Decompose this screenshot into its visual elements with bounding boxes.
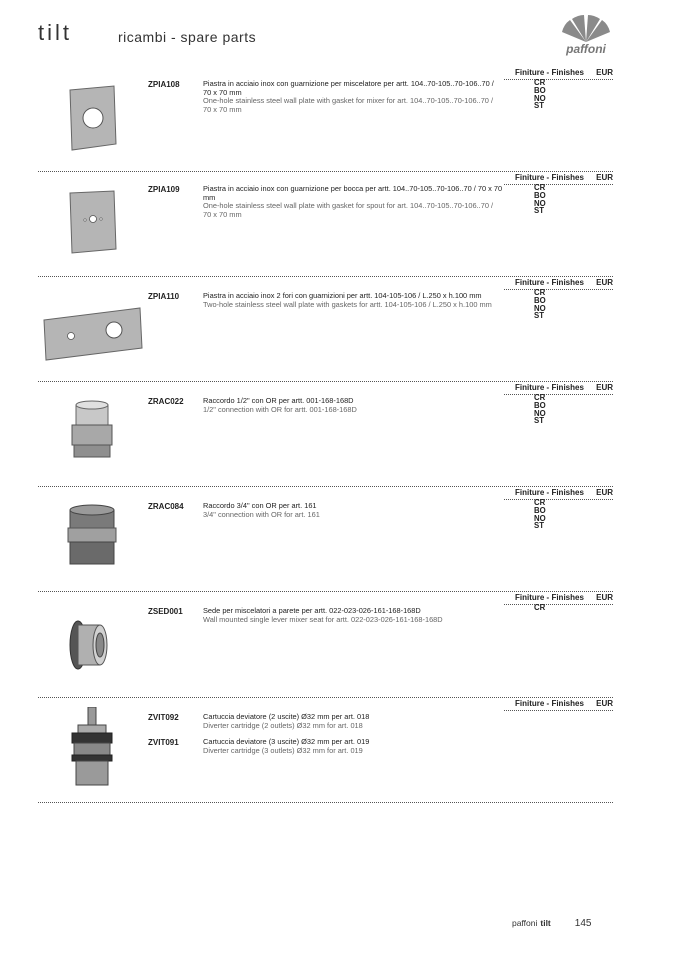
bottom-divider — [38, 802, 613, 803]
connection-three-quarter-image — [38, 496, 146, 582]
finish-code: ST — [534, 521, 544, 531]
finishes-header: Finiture - Finishes — [515, 699, 584, 708]
description-italian: Piastra in acciaio inox 2 fori con guarnizioni per artt. 104-105-106 / L.250 x h.100 mm — [203, 291, 482, 300]
finish-code: NO — [534, 198, 546, 208]
product-row-zpia110 — [38, 276, 613, 382]
product-row-zpia109 — [38, 171, 613, 277]
diverter-cartridge-image — [38, 707, 146, 793]
product-row-zrac022 — [38, 381, 613, 487]
product-code: ZRAC022 — [148, 397, 184, 406]
description-english: One-hole stainless steel wall plate with gasket for spout for art. 104..70-105..70-106..70 / 70 x 70 mm — [203, 201, 494, 219]
page-footer — [512, 918, 591, 929]
price-header: EUR — [596, 383, 613, 392]
column-header — [515, 699, 613, 708]
description-italian: Cartuccia deviatore (2 uscite) Ø32 mm per art. 018 — [203, 712, 370, 721]
finish-codes — [534, 79, 546, 110]
finish-code: ST — [534, 311, 544, 321]
finishes-header: Finiture - Finishes — [515, 383, 584, 392]
product-description — [203, 713, 503, 730]
finish-code: ST — [534, 416, 544, 426]
description-italian: Cartuccia deviatore (3 uscite) Ø32 mm per art. 019 — [203, 737, 370, 746]
product-description — [203, 292, 503, 309]
finish-code: CR — [534, 78, 546, 87]
price-header: EUR — [596, 699, 613, 708]
paffoni-logo — [556, 14, 616, 56]
series-title: tilt — [38, 20, 72, 45]
product-row-zrac084 — [38, 486, 613, 592]
product-code: ZPIA110 — [148, 292, 180, 301]
wall-plate-one-hole-image — [38, 76, 146, 162]
logo-wordmark: paffoni — [566, 42, 606, 56]
product-description — [203, 607, 503, 624]
finish-code: NO — [534, 93, 546, 103]
finishes-header: Finiture - Finishes — [515, 488, 584, 497]
column-header — [515, 488, 613, 497]
finishes-header: Finiture - Finishes — [515, 68, 584, 77]
description-english: Wall mounted single lever mixer seat for artt. 022-023-026-161-168-168D — [203, 614, 443, 624]
description-english: Diverter cartridge (3 outlets) Ø32 mm for art. 019 — [203, 745, 363, 755]
column-header — [515, 173, 613, 182]
product-code: ZPIA108 — [148, 80, 180, 89]
finishes-header: Finiture - Finishes — [515, 278, 584, 287]
product-row-zvit — [38, 697, 613, 803]
finish-code: NO — [534, 303, 546, 313]
price-header: EUR — [596, 68, 613, 77]
finish-code: CR — [534, 183, 546, 192]
finish-code: BO — [534, 505, 546, 515]
product-description — [203, 738, 503, 755]
wall-plate-spout-image — [38, 181, 146, 267]
column-header — [515, 278, 613, 287]
finish-code: CR — [534, 393, 546, 402]
description-italian: Piastra in acciaio inox con guarnizione per bocca per artt. 104..70-105..70-106..70 / 70 x 70 mm — [203, 184, 503, 202]
column-header — [515, 68, 613, 77]
finish-code: BO — [534, 400, 546, 410]
connection-half-inch-image — [38, 391, 146, 477]
logo-fan-icon — [556, 14, 616, 44]
description-english: Diverter cartridge (2 outlets) Ø32 mm for art. 018 — [203, 720, 363, 730]
column-header — [515, 383, 613, 392]
description-english: Two-hole stainless steel wall plate with gaskets for artt. 104-105-106 / L.250 x h.100 mm — [203, 299, 492, 309]
price-header: EUR — [596, 593, 613, 602]
price-header: EUR — [596, 278, 613, 287]
finish-code: ST — [534, 101, 544, 111]
product-code: ZSED001 — [148, 607, 183, 616]
finish-code: CR — [534, 498, 546, 507]
finish-code: CR — [534, 603, 546, 612]
price-header: EUR — [596, 488, 613, 497]
page-subtitle: ricambi - spare parts — [118, 29, 257, 45]
description-italian: Raccordo 3/4" con OR per art. 161 — [203, 501, 317, 510]
product-row-zpia108 — [38, 66, 613, 172]
product-description — [203, 185, 503, 219]
product-code: ZPIA109 — [148, 185, 180, 194]
mixer-seat-image — [38, 601, 146, 687]
product-description — [203, 502, 503, 519]
finish-codes — [534, 289, 546, 320]
wall-plate-two-hole-image — [38, 286, 146, 372]
finish-codes — [534, 394, 546, 425]
description-english: One-hole stainless steel wall plate with gasket for mixer for art. 104..70-105..70-106..70 / 70 x 70 mm — [203, 96, 494, 114]
finish-codes — [534, 604, 545, 612]
price-header: EUR — [596, 173, 613, 182]
footer-series: tilt — [540, 918, 551, 928]
finish-code: NO — [534, 513, 546, 523]
description-italian: Sede per miscelatori a parete per artt. 022-023-026-161-168-168D — [203, 606, 421, 615]
finishes-header: Finiture - Finishes — [515, 173, 584, 182]
finishes-header: Finiture - Finishes — [515, 593, 584, 602]
column-header — [515, 593, 613, 602]
product-row-zsed001 — [38, 591, 613, 697]
description-italian: Raccordo 1/2" con OR per artt. 001-168-168D — [203, 396, 354, 405]
finish-code: CR — [534, 288, 546, 297]
product-code: ZRAC084 — [148, 502, 184, 511]
description-english: 1/2" connection with OR for artt. 001-168-168D — [203, 404, 357, 414]
footer-brand: paffoni — [512, 918, 538, 928]
product-description — [203, 80, 503, 114]
product-code: ZVIT092 — [148, 713, 179, 722]
finish-codes — [534, 184, 546, 215]
product-description — [203, 397, 503, 414]
finish-code: BO — [534, 295, 546, 305]
finish-code: BO — [534, 85, 546, 95]
product-code: ZVIT091 — [148, 738, 179, 747]
description-english: 3/4" connection with OR for art. 161 — [203, 509, 320, 519]
finish-codes — [534, 499, 546, 530]
finish-code: ST — [534, 206, 544, 216]
page-number: 145 — [574, 918, 592, 929]
finish-code: NO — [534, 408, 546, 418]
description-italian: Piastra in acciaio inox con guarnizione per miscelatore per artt. 104..70-105..70-106..70 / 70 x 70 mm — [203, 79, 494, 97]
finish-code: BO — [534, 190, 546, 200]
